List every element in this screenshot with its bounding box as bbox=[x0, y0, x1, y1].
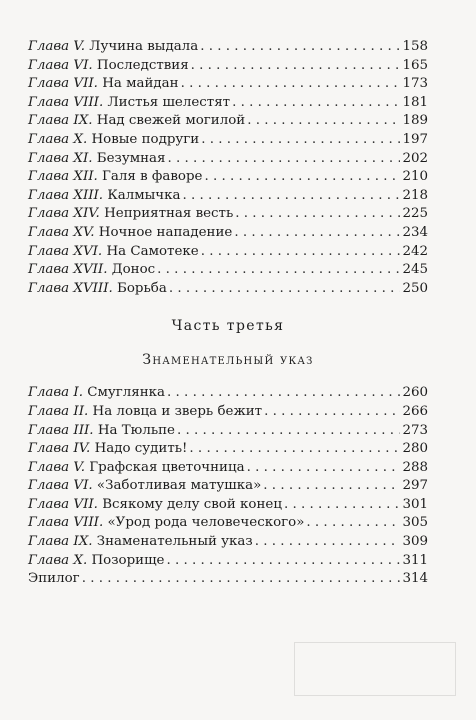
chapter-title: Галя в фаворе bbox=[102, 169, 203, 185]
toc-entry-label bbox=[28, 384, 165, 403]
chapter-title: Ночное нападение bbox=[98, 224, 233, 240]
toc-entry-label bbox=[28, 422, 175, 441]
dot-leader bbox=[181, 75, 401, 94]
toc-entry bbox=[28, 243, 428, 262]
chapter-title: На ловца и зверь бежит bbox=[92, 403, 263, 419]
chapter-number: Глава XIV. bbox=[28, 206, 100, 222]
page-number: 210 bbox=[402, 169, 428, 185]
chapter-number: Глава IX. bbox=[28, 534, 93, 550]
chapter-number: Глава X. bbox=[28, 552, 88, 568]
chapter-title: Последствия bbox=[96, 57, 189, 73]
dot-leader bbox=[306, 514, 400, 533]
chapter-title: Над свежей могилой bbox=[96, 113, 246, 129]
chapter-number: Глава XV. bbox=[28, 224, 95, 240]
chapter-number: Глава XVIII. bbox=[28, 280, 113, 296]
toc-entry-label bbox=[28, 280, 167, 299]
toc-entry bbox=[28, 496, 428, 515]
dot-leader bbox=[189, 440, 400, 459]
dot-leader bbox=[264, 403, 400, 422]
toc-entry-label bbox=[28, 514, 304, 533]
dot-leader bbox=[177, 422, 400, 441]
chapter-number: Глава VIII. bbox=[28, 515, 104, 531]
toc-entry bbox=[28, 187, 428, 206]
toc-entry-label bbox=[28, 261, 155, 280]
part-three-subtitle: Знаменательный указ bbox=[142, 352, 314, 369]
chapter-title: Калмычка bbox=[107, 187, 181, 203]
chapter-number: Глава X. bbox=[28, 131, 88, 147]
page-number: 260 bbox=[402, 385, 428, 401]
toc-entry bbox=[28, 261, 428, 280]
chapter-number: Глава V. bbox=[28, 459, 85, 475]
toc-entry bbox=[28, 403, 428, 422]
dot-leader bbox=[200, 38, 400, 57]
toc-entry-label bbox=[28, 459, 245, 478]
dot-leader bbox=[234, 224, 400, 243]
toc-entry bbox=[28, 112, 428, 131]
chapter-title: «Заботливая матушка» bbox=[96, 478, 262, 494]
dot-leader bbox=[232, 94, 400, 113]
dot-leader bbox=[169, 280, 401, 299]
toc-entry-label bbox=[28, 112, 245, 131]
chapter-number: Глава VI. bbox=[28, 57, 93, 73]
toc-entry bbox=[28, 224, 428, 243]
dot-leader bbox=[201, 243, 401, 262]
dot-leader bbox=[191, 57, 401, 76]
page-number: 288 bbox=[402, 459, 428, 475]
toc-entry-label bbox=[28, 131, 199, 150]
toc-entry bbox=[28, 422, 428, 441]
page-number: 273 bbox=[402, 422, 428, 438]
toc-entry-label bbox=[28, 533, 253, 552]
page-number: 311 bbox=[402, 552, 428, 568]
toc-entry bbox=[28, 94, 428, 113]
dot-leader bbox=[204, 168, 400, 187]
chapter-title: Графская цветочница bbox=[89, 459, 245, 475]
bleed-through-barcode bbox=[294, 642, 456, 696]
page-number: 225 bbox=[402, 206, 428, 222]
chapter-number: Глава VII. bbox=[28, 496, 98, 512]
toc-entry bbox=[28, 57, 428, 76]
page-number: 245 bbox=[402, 262, 428, 278]
toc-entry bbox=[28, 570, 428, 589]
chapter-title: Неприятная весть bbox=[104, 206, 234, 222]
dot-leader bbox=[235, 205, 400, 224]
dot-leader bbox=[201, 131, 400, 150]
toc-entry bbox=[28, 168, 428, 187]
toc-entry-label bbox=[28, 570, 80, 589]
chapter-number: Глава I. bbox=[28, 385, 83, 401]
page-number: 202 bbox=[402, 150, 428, 166]
dot-leader bbox=[167, 384, 400, 403]
toc-entry-label bbox=[28, 75, 179, 94]
chapter-number: Глава II. bbox=[28, 403, 89, 419]
chapter-number: Глава XIII. bbox=[28, 187, 104, 203]
toc-entry bbox=[28, 477, 428, 496]
chapter-title: Безумная bbox=[96, 150, 166, 166]
toc-entry bbox=[28, 38, 428, 57]
toc-entry-label bbox=[28, 57, 189, 76]
dot-leader bbox=[182, 187, 400, 206]
page-number: 242 bbox=[402, 243, 428, 259]
chapter-number: Глава V. bbox=[28, 39, 85, 54]
toc-entry bbox=[28, 533, 428, 552]
chapter-number: Глава IV. bbox=[28, 441, 91, 457]
chapter-number: Глава XII. bbox=[28, 169, 98, 185]
chapter-number: Глава VIII. bbox=[28, 94, 104, 110]
chapter-number: Глава XI. bbox=[28, 150, 93, 166]
page-number: 250 bbox=[402, 280, 428, 296]
dot-leader bbox=[284, 496, 400, 515]
part-three-chapter-list bbox=[28, 384, 428, 589]
page-number: 280 bbox=[402, 441, 428, 457]
page-number: 309 bbox=[402, 534, 428, 550]
toc-entry-label bbox=[28, 552, 164, 571]
chapter-title: Надо судить! bbox=[94, 441, 188, 457]
toc-entry-label bbox=[28, 477, 261, 496]
dot-leader bbox=[247, 459, 401, 478]
toc-entry-label bbox=[28, 496, 282, 515]
chapter-number: Глава VII. bbox=[28, 76, 98, 92]
chapter-title: На Самотеке bbox=[106, 243, 199, 259]
dot-leader bbox=[166, 552, 400, 571]
dot-leader bbox=[82, 570, 401, 589]
chapter-title: Всякому делу свой конец bbox=[102, 496, 282, 512]
toc-entry bbox=[28, 75, 428, 94]
chapter-title: Знаменательный указ bbox=[96, 534, 253, 550]
page-number: 314 bbox=[402, 571, 428, 587]
chapter-title: Лучина выдала bbox=[89, 39, 199, 54]
toc-entry-label bbox=[28, 187, 180, 206]
dot-leader bbox=[263, 477, 400, 496]
chapter-title: «Урод рода человеческого» bbox=[107, 515, 305, 531]
chapter-title: Позорище bbox=[91, 552, 165, 568]
toc-entry bbox=[28, 131, 428, 150]
toc-entry bbox=[28, 205, 428, 224]
dot-leader bbox=[247, 112, 400, 131]
toc-entry-label bbox=[28, 168, 202, 187]
chapter-title: Новые подруги bbox=[91, 131, 200, 147]
chapter-number: Глава XVII. bbox=[28, 262, 108, 278]
toc-entry bbox=[28, 384, 428, 403]
page-number: 297 bbox=[402, 478, 428, 494]
chapter-title: Листья шелестят bbox=[107, 94, 231, 110]
toc-entry bbox=[28, 150, 428, 169]
toc-entry-label bbox=[28, 38, 198, 57]
toc-entry bbox=[28, 280, 428, 299]
chapter-title: На майдан bbox=[102, 76, 179, 92]
page-number: 158 bbox=[402, 39, 428, 54]
page-number: 173 bbox=[402, 76, 428, 92]
dot-leader bbox=[255, 533, 401, 552]
toc-entry-label bbox=[28, 150, 165, 169]
page-number: 266 bbox=[402, 403, 428, 419]
page-number: 301 bbox=[402, 496, 428, 512]
chapter-title: На Тюльпе bbox=[97, 422, 175, 438]
chapter-title: Донос bbox=[111, 262, 156, 278]
page-number: 165 bbox=[402, 57, 428, 73]
dot-leader bbox=[167, 150, 400, 169]
toc-entry-label bbox=[28, 243, 199, 262]
chapter-number: Глава III. bbox=[28, 422, 94, 438]
chapter-title: Смуглянка bbox=[87, 385, 166, 401]
toc-entry bbox=[28, 552, 428, 571]
toc-page bbox=[28, 38, 428, 589]
chapter-title: Эпилог bbox=[28, 571, 80, 587]
part-two-chapter-list bbox=[28, 38, 428, 298]
part-three-heading: Часть третья bbox=[171, 318, 285, 335]
page-number: 218 bbox=[402, 187, 428, 203]
chapter-number: Глава XVI. bbox=[28, 243, 103, 259]
toc-entry-label bbox=[28, 94, 230, 113]
page-number: 234 bbox=[402, 224, 428, 240]
page-number: 189 bbox=[402, 113, 428, 129]
toc-entry bbox=[28, 440, 428, 459]
toc-entry-label bbox=[28, 205, 233, 224]
chapter-number: Глава VI. bbox=[28, 478, 93, 494]
chapter-title: Борьба bbox=[117, 280, 167, 296]
toc-entry bbox=[28, 514, 428, 533]
chapter-number: Глава IX. bbox=[28, 113, 93, 129]
toc-entry-label bbox=[28, 403, 262, 422]
toc-entry-label bbox=[28, 224, 232, 243]
toc-entry-label bbox=[28, 440, 187, 459]
page-number: 305 bbox=[402, 515, 428, 531]
page-number: 197 bbox=[402, 131, 428, 147]
dot-leader bbox=[157, 261, 400, 280]
page-number: 181 bbox=[402, 94, 428, 110]
toc-entry bbox=[28, 459, 428, 478]
